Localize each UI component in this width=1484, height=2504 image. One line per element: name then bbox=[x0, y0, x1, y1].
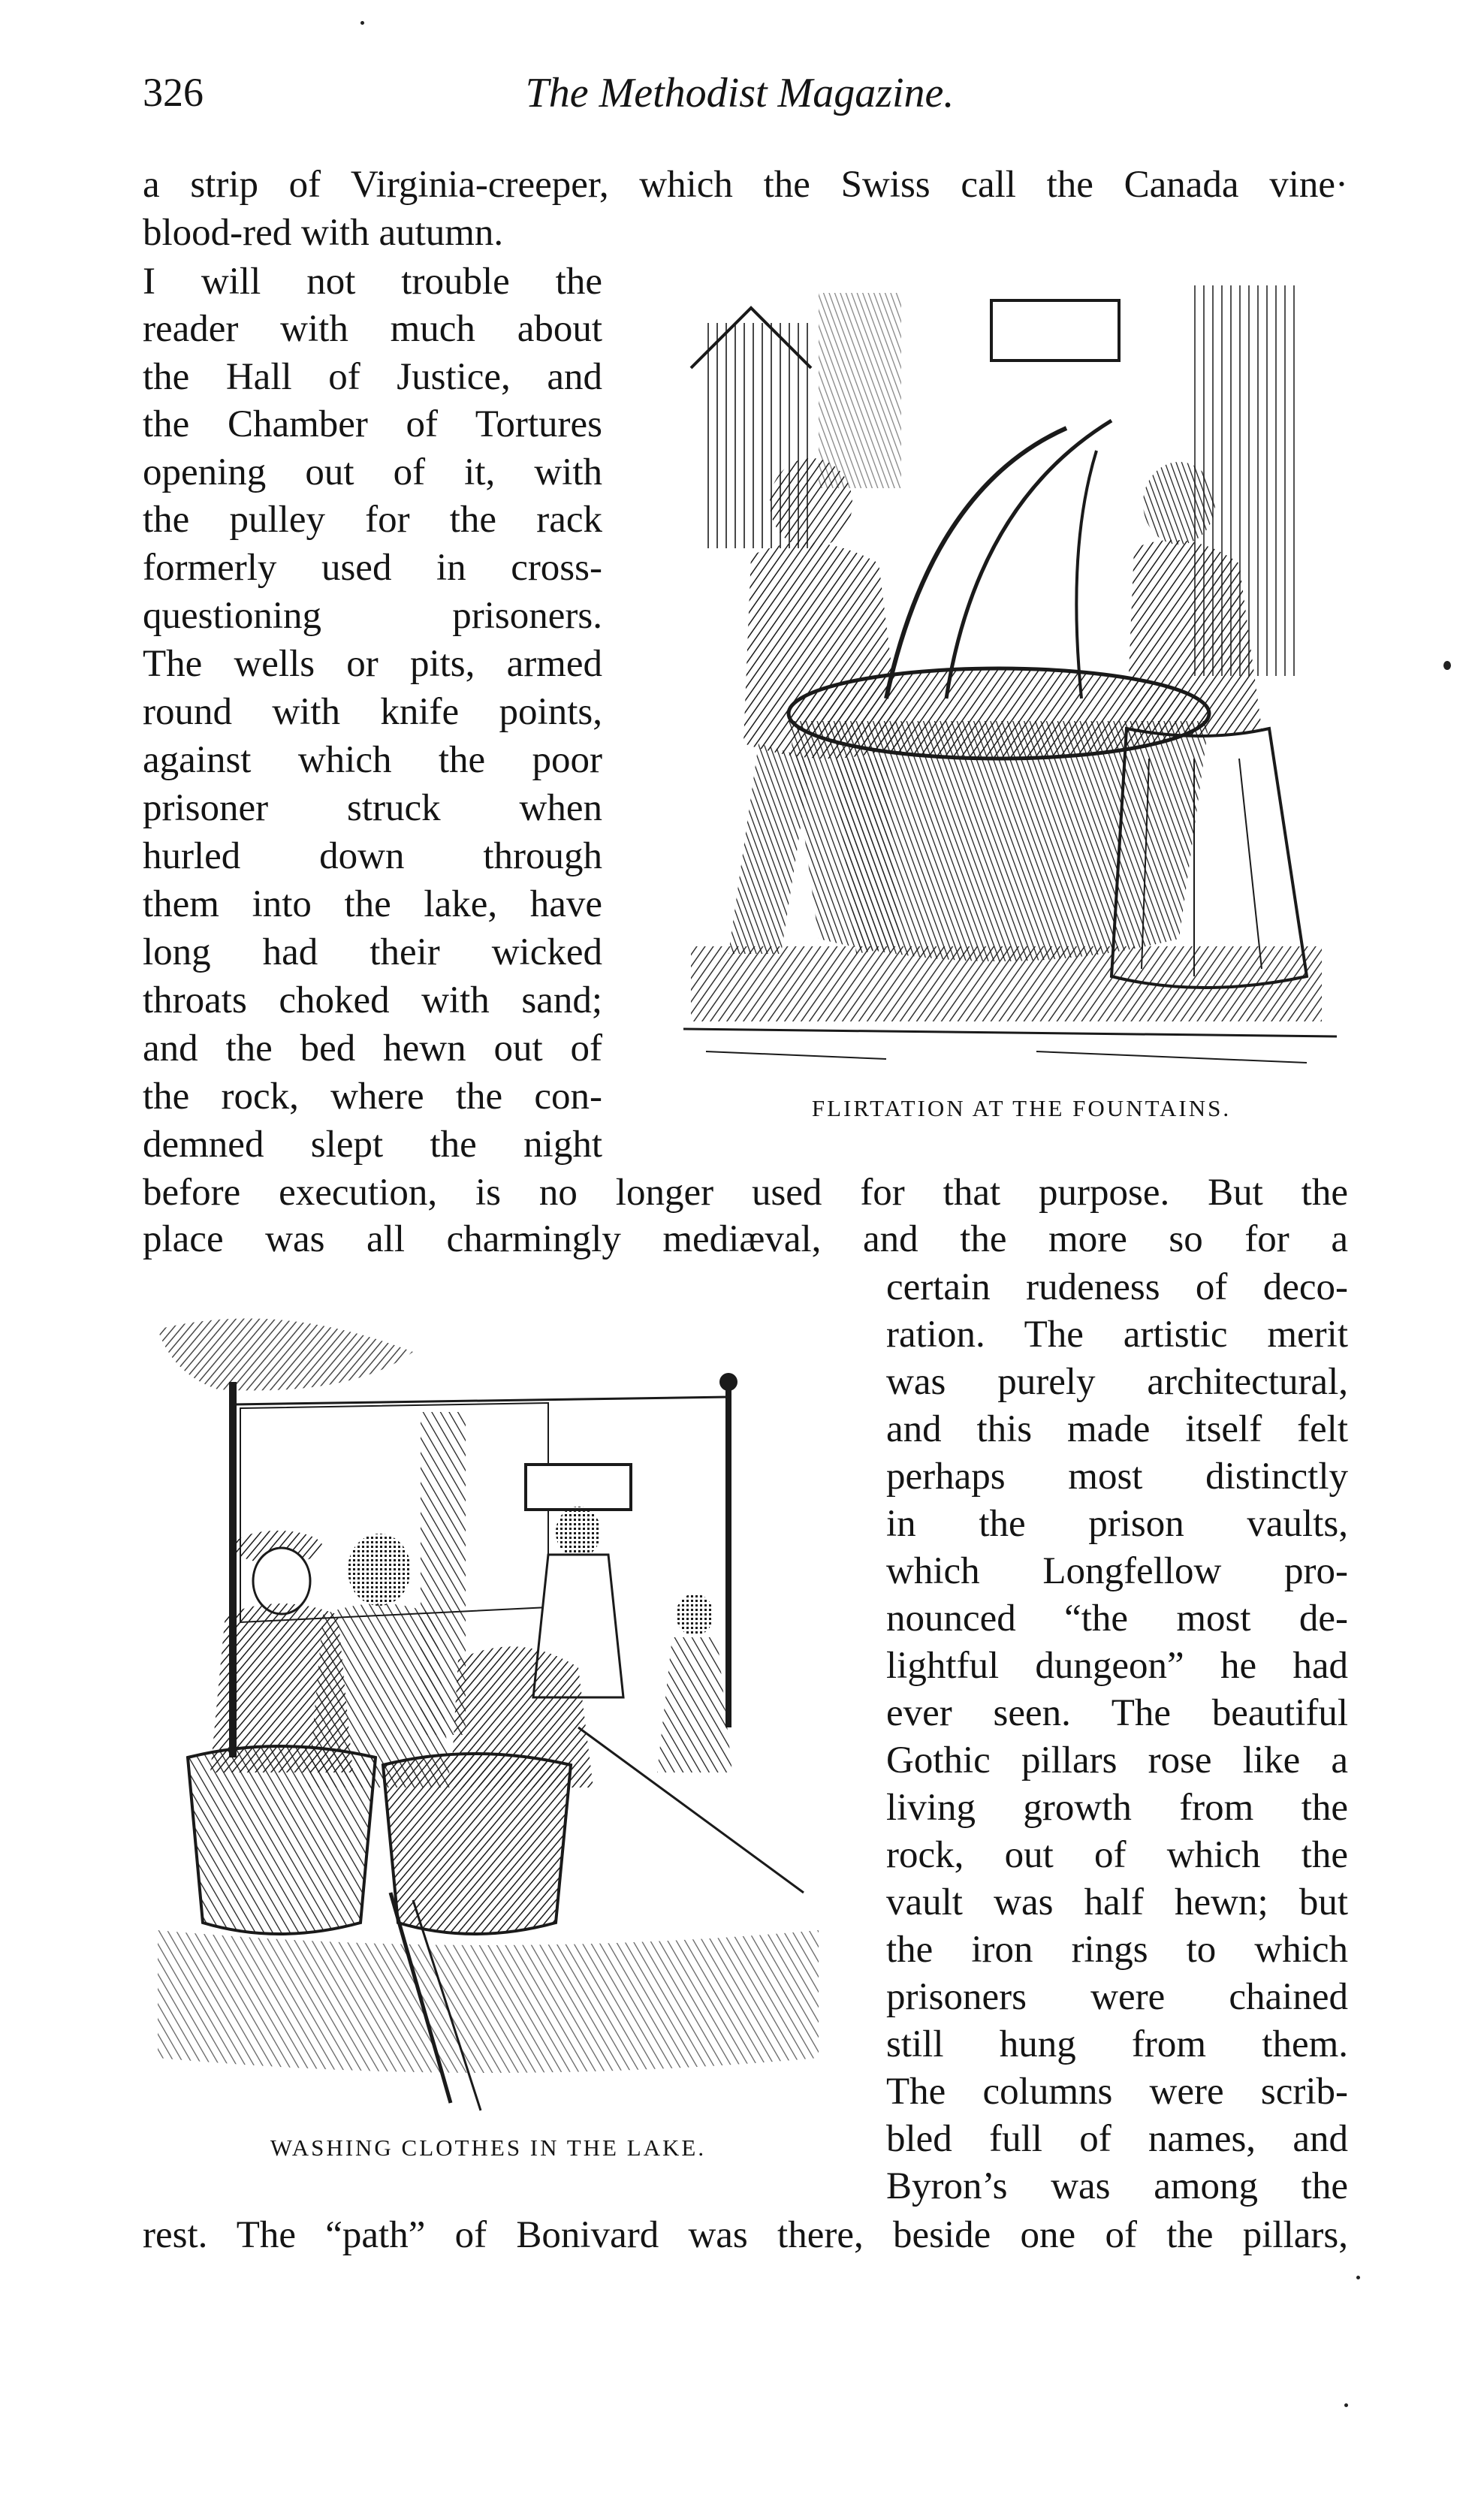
text-line: which Longfellow pro- bbox=[886, 1550, 1348, 1592]
text-line: rest. The “path” of Bonivard was there, beside one of the pillars, bbox=[143, 2214, 1348, 2256]
ink-speck bbox=[360, 21, 364, 25]
text-line: demned slept the night bbox=[143, 1124, 602, 1166]
ink-speck bbox=[1443, 661, 1451, 670]
page-header bbox=[143, 69, 1337, 129]
washing-engraving-icon bbox=[128, 1307, 849, 2118]
text-line: still hung from them. bbox=[886, 2023, 1348, 2065]
text-line: opening out of it, with bbox=[143, 451, 602, 493]
text-line: perhaps most distinctly bbox=[886, 1456, 1348, 1498]
text-line: The columns were scrib- bbox=[886, 2071, 1348, 2113]
text-line: the rock, where the con- bbox=[143, 1076, 602, 1118]
text-line: bled full of names, and bbox=[886, 2118, 1348, 2160]
text-line: the Hall of Justice, and bbox=[143, 356, 602, 398]
fountain-illustration bbox=[661, 278, 1352, 1082]
text-line: and the bed hewn out of bbox=[143, 1027, 602, 1069]
text-line: questioning prisoners. bbox=[143, 595, 602, 637]
text-line: against which the poor bbox=[143, 739, 602, 781]
text-line: Byron’s was among the bbox=[886, 2165, 1348, 2207]
text-line: them into the lake, have bbox=[143, 883, 602, 925]
running-title: The Methodist Magazine. bbox=[525, 70, 955, 116]
text-line: lightful dungeon” he had bbox=[886, 1645, 1348, 1687]
fountain-engraving-icon bbox=[661, 278, 1352, 1082]
text-line: the iron rings to which bbox=[886, 1929, 1348, 1971]
text-line: reader with much about bbox=[143, 308, 602, 350]
text-line: before execution, is no longer used for that purpose. But the bbox=[143, 1172, 1348, 1214]
text-line: prisoners were chained bbox=[886, 1976, 1348, 2018]
text-line: long had their wicked bbox=[143, 931, 602, 973]
text-line: The wells or pits, armed bbox=[143, 643, 602, 685]
text-line: a strip of Virginia-creeper, which the Swiss call the Canada vine· bbox=[143, 164, 1348, 206]
text-line: was purely architectural, bbox=[886, 1361, 1348, 1403]
text-line: vault was half hewn; but bbox=[886, 1881, 1348, 1923]
page-number: 326 bbox=[143, 70, 204, 115]
fountain-caption: FLIRTATION AT THE FOUNTAINS. bbox=[811, 1095, 1232, 1121]
text-line: blood-red with autumn. bbox=[143, 212, 504, 254]
text-line: I will not trouble the bbox=[143, 261, 602, 303]
text-line: and this made itself felt bbox=[886, 1408, 1348, 1450]
text-line: rock, out of which the bbox=[886, 1834, 1348, 1876]
text-line: the Chamber of Tortures bbox=[143, 403, 602, 445]
text-line: throats choked with sand; bbox=[143, 979, 602, 1021]
text-line: round with knife points, bbox=[143, 691, 602, 733]
text-line: ever seen. The beautiful bbox=[886, 1692, 1348, 1734]
text-line: nounced “the most de- bbox=[886, 1597, 1348, 1640]
text-line: ration. The artistic merit bbox=[886, 1314, 1348, 1356]
washing-illustration bbox=[128, 1307, 849, 2118]
text-line: formerly used in cross- bbox=[143, 547, 602, 589]
text-line: in the prison vaults, bbox=[886, 1503, 1348, 1545]
text-line: the pulley for the rack bbox=[143, 499, 602, 541]
washing-caption: WASHING CLOTHES IN THE LAKE. bbox=[270, 2134, 707, 2161]
text-line: place was all charmingly mediæval, and the more so for a bbox=[143, 1218, 1348, 1260]
text-line: living growth from the bbox=[886, 1787, 1348, 1829]
text-line: hurled down through bbox=[143, 835, 602, 877]
ink-speck bbox=[1356, 2276, 1360, 2279]
text-line: certain rudeness of deco- bbox=[886, 1266, 1348, 1308]
text-line: Gothic pillars rose like a bbox=[886, 1739, 1348, 1781]
ink-speck bbox=[1344, 2403, 1348, 2407]
text-line: prisoner struck when bbox=[143, 787, 602, 829]
